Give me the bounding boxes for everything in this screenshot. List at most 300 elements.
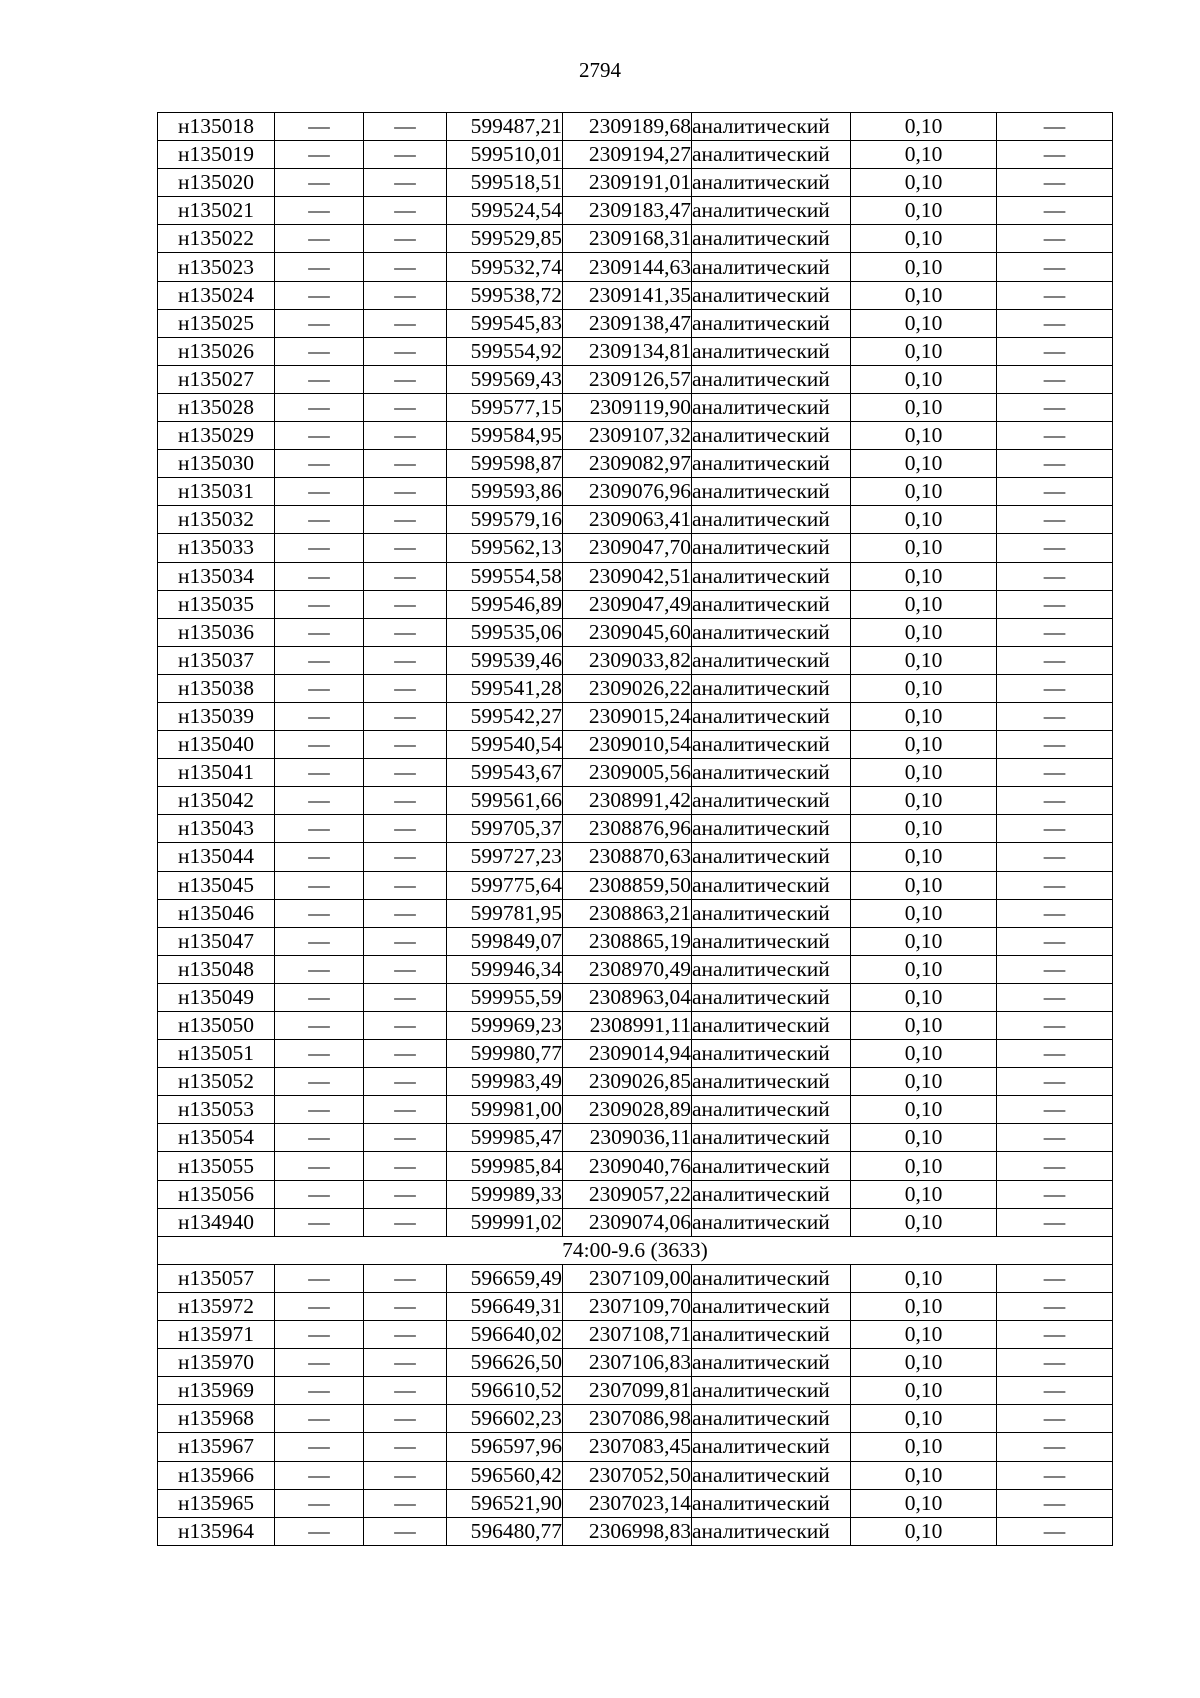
table-row <box>158 674 1113 702</box>
method-cell: аналитический <box>692 1292 851 1320</box>
description-cell: — <box>997 478 1113 506</box>
table-row <box>158 1405 1113 1433</box>
previous-coordinate-y-cell: — <box>364 1377 447 1405</box>
point-id-cell: н135040 <box>158 731 275 759</box>
coordinate-y-cell: 2309028,89 <box>563 1096 692 1124</box>
accuracy-cell: 0,10 <box>851 674 997 702</box>
method-cell: аналитический <box>692 1152 851 1180</box>
coordinate-x-cell: 596560,42 <box>447 1461 563 1489</box>
method-cell: аналитический <box>692 1405 851 1433</box>
previous-coordinate-x-cell: — <box>275 534 364 562</box>
previous-coordinate-y-cell: — <box>364 1152 447 1180</box>
previous-coordinate-y-cell: — <box>364 478 447 506</box>
accuracy-cell: 0,10 <box>851 1461 997 1489</box>
previous-coordinate-x-cell: — <box>275 1292 364 1320</box>
coordinate-x-cell: 599579,16 <box>447 506 563 534</box>
accuracy-cell: 0,10 <box>851 478 997 506</box>
coordinate-y-cell: 2309082,97 <box>563 450 692 478</box>
previous-coordinate-x-cell: — <box>275 702 364 730</box>
description-cell: — <box>997 225 1113 253</box>
accuracy-cell: 0,10 <box>851 702 997 730</box>
previous-coordinate-y-cell: — <box>364 927 447 955</box>
point-id-cell: н134940 <box>158 1208 275 1236</box>
coordinate-x-cell: 599705,37 <box>447 815 563 843</box>
table-row <box>158 702 1113 730</box>
coordinate-x-cell: 599849,07 <box>447 927 563 955</box>
accuracy-cell: 0,10 <box>851 815 997 843</box>
previous-coordinate-x-cell: — <box>275 365 364 393</box>
accuracy-cell: 0,10 <box>851 309 997 337</box>
description-cell: — <box>997 983 1113 1011</box>
coordinate-y-cell: 2309194,27 <box>563 141 692 169</box>
description-cell: — <box>997 1068 1113 1096</box>
coordinate-x-cell: 599554,92 <box>447 337 563 365</box>
description-cell: — <box>997 1321 1113 1349</box>
coordinate-y-cell: 2309015,24 <box>563 702 692 730</box>
point-id-cell: н135036 <box>158 618 275 646</box>
coordinate-x-cell: 599985,47 <box>447 1124 563 1152</box>
accuracy-cell: 0,10 <box>851 393 997 421</box>
description-cell: — <box>997 955 1113 983</box>
point-id-cell: н135027 <box>158 365 275 393</box>
point-id-cell: н135966 <box>158 1461 275 1489</box>
description-cell: — <box>997 1433 1113 1461</box>
accuracy-cell: 0,10 <box>851 927 997 955</box>
coordinate-x-cell: 599542,27 <box>447 702 563 730</box>
accuracy-cell: 0,10 <box>851 871 997 899</box>
coordinate-y-cell: 2307099,81 <box>563 1377 692 1405</box>
coordinate-x-cell: 599510,01 <box>447 141 563 169</box>
table-row <box>158 450 1113 478</box>
coordinate-x-cell: 599980,77 <box>447 1040 563 1068</box>
accuracy-cell: 0,10 <box>851 1208 997 1236</box>
coordinate-x-cell: 599593,86 <box>447 478 563 506</box>
method-cell: аналитический <box>692 955 851 983</box>
description-cell: — <box>997 422 1113 450</box>
table-row <box>158 618 1113 646</box>
accuracy-cell: 0,10 <box>851 1321 997 1349</box>
coordinate-y-cell: 2306998,83 <box>563 1517 692 1545</box>
coordinate-x-cell: 599727,23 <box>447 843 563 871</box>
table-row <box>158 843 1113 871</box>
table-row <box>158 983 1113 1011</box>
accuracy-cell: 0,10 <box>851 169 997 197</box>
accuracy-cell: 0,10 <box>851 253 997 281</box>
table-row <box>158 1124 1113 1152</box>
previous-coordinate-y-cell: — <box>364 759 447 787</box>
previous-coordinate-y-cell: — <box>364 1461 447 1489</box>
coordinates-table-body <box>158 113 1113 1546</box>
previous-coordinate-y-cell: — <box>364 1124 447 1152</box>
method-cell: аналитический <box>692 843 851 871</box>
description-cell: — <box>997 815 1113 843</box>
method-cell: аналитический <box>692 646 851 674</box>
coordinate-y-cell: 2309045,60 <box>563 618 692 646</box>
table-row <box>158 646 1113 674</box>
point-id-cell: н135043 <box>158 815 275 843</box>
previous-coordinate-y-cell: — <box>364 450 447 478</box>
accuracy-cell: 0,10 <box>851 1012 997 1040</box>
accuracy-cell: 0,10 <box>851 590 997 618</box>
method-cell: аналитический <box>692 478 851 506</box>
accuracy-cell: 0,10 <box>851 1405 997 1433</box>
coordinate-y-cell: 2307023,14 <box>563 1489 692 1517</box>
description-cell: — <box>997 646 1113 674</box>
method-cell: аналитический <box>692 1068 851 1096</box>
point-id-cell: н135019 <box>158 141 275 169</box>
table-row <box>158 899 1113 927</box>
method-cell: аналитический <box>692 197 851 225</box>
method-cell: аналитический <box>692 899 851 927</box>
description-cell: — <box>997 450 1113 478</box>
description-cell: — <box>997 506 1113 534</box>
method-cell: аналитический <box>692 702 851 730</box>
method-cell: аналитический <box>692 674 851 702</box>
previous-coordinate-x-cell: — <box>275 197 364 225</box>
description-cell: — <box>997 534 1113 562</box>
table-row <box>158 253 1113 281</box>
previous-coordinate-x-cell: — <box>275 1489 364 1517</box>
point-id-cell: н135968 <box>158 1405 275 1433</box>
coordinate-x-cell: 596602,23 <box>447 1405 563 1433</box>
coordinate-x-cell: 599781,95 <box>447 899 563 927</box>
point-id-cell: н135046 <box>158 899 275 927</box>
description-cell: — <box>997 787 1113 815</box>
description-cell: — <box>997 197 1113 225</box>
table-row <box>158 393 1113 421</box>
point-id-cell: н135049 <box>158 983 275 1011</box>
description-cell: — <box>997 169 1113 197</box>
coordinate-x-cell: 599991,02 <box>447 1208 563 1236</box>
coordinate-x-cell: 596649,31 <box>447 1292 563 1320</box>
point-id-cell: н135056 <box>158 1180 275 1208</box>
point-id-cell: н135034 <box>158 562 275 590</box>
previous-coordinate-y-cell: — <box>364 253 447 281</box>
previous-coordinate-y-cell: — <box>364 983 447 1011</box>
coordinate-y-cell: 2309026,22 <box>563 674 692 702</box>
coordinate-x-cell: 599541,28 <box>447 674 563 702</box>
coordinate-y-cell: 2307086,98 <box>563 1405 692 1433</box>
description-cell: — <box>997 1040 1113 1068</box>
previous-coordinate-y-cell: — <box>364 1040 447 1068</box>
previous-coordinate-y-cell: — <box>364 618 447 646</box>
coordinate-y-cell: 2308991,42 <box>563 787 692 815</box>
description-cell: — <box>997 1292 1113 1320</box>
previous-coordinate-x-cell: — <box>275 113 364 141</box>
coordinate-y-cell: 2309063,41 <box>563 506 692 534</box>
accuracy-cell: 0,10 <box>851 1040 997 1068</box>
coordinate-x-cell: 599561,66 <box>447 787 563 815</box>
method-cell: аналитический <box>692 1124 851 1152</box>
table-row <box>158 309 1113 337</box>
previous-coordinate-x-cell: — <box>275 225 364 253</box>
coordinate-x-cell: 599546,89 <box>447 590 563 618</box>
table-row <box>158 1349 1113 1377</box>
coordinate-y-cell: 2309040,76 <box>563 1152 692 1180</box>
method-cell: аналитический <box>692 1264 851 1292</box>
point-id-cell: н135022 <box>158 225 275 253</box>
accuracy-cell: 0,10 <box>851 1349 997 1377</box>
coordinate-x-cell: 596597,96 <box>447 1433 563 1461</box>
method-cell: аналитический <box>692 309 851 337</box>
method-cell: аналитический <box>692 393 851 421</box>
coordinate-y-cell: 2309189,68 <box>563 113 692 141</box>
description-cell: — <box>997 1264 1113 1292</box>
description-cell: — <box>997 1461 1113 1489</box>
coordinate-y-cell: 2309183,47 <box>563 197 692 225</box>
previous-coordinate-x-cell: — <box>275 1517 364 1545</box>
table-row <box>158 365 1113 393</box>
method-cell: аналитический <box>692 225 851 253</box>
coordinate-x-cell: 596610,52 <box>447 1377 563 1405</box>
coordinate-y-cell: 2309047,49 <box>563 590 692 618</box>
previous-coordinate-x-cell: — <box>275 590 364 618</box>
method-cell: аналитический <box>692 1433 851 1461</box>
table-row <box>158 815 1113 843</box>
previous-coordinate-x-cell: — <box>275 1405 364 1433</box>
table-row <box>158 1012 1113 1040</box>
description-cell: — <box>997 281 1113 309</box>
previous-coordinate-x-cell: — <box>275 1349 364 1377</box>
method-cell: аналитический <box>692 618 851 646</box>
previous-coordinate-x-cell: — <box>275 955 364 983</box>
table-row <box>158 1377 1113 1405</box>
point-id-cell: н135039 <box>158 702 275 730</box>
previous-coordinate-y-cell: — <box>364 365 447 393</box>
point-id-cell: н135045 <box>158 871 275 899</box>
previous-coordinate-y-cell: — <box>364 646 447 674</box>
method-cell: аналитический <box>692 1461 851 1489</box>
previous-coordinate-y-cell: — <box>364 1068 447 1096</box>
coordinate-y-cell: 2309141,35 <box>563 281 692 309</box>
coordinate-x-cell: 596659,49 <box>447 1264 563 1292</box>
previous-coordinate-y-cell: — <box>364 1489 447 1517</box>
method-cell: аналитический <box>692 759 851 787</box>
table-row <box>158 534 1113 562</box>
previous-coordinate-y-cell: — <box>364 169 447 197</box>
previous-coordinate-y-cell: — <box>364 225 447 253</box>
description-cell: — <box>997 674 1113 702</box>
section-title: 74:00-9.6 (3633) <box>158 1236 1113 1264</box>
previous-coordinate-x-cell: — <box>275 759 364 787</box>
description-cell: — <box>997 1517 1113 1545</box>
table-row <box>158 1180 1113 1208</box>
method-cell: аналитический <box>692 871 851 899</box>
coordinate-y-cell: 2309126,57 <box>563 365 692 393</box>
point-id-cell: н135970 <box>158 1349 275 1377</box>
description-cell: — <box>997 843 1113 871</box>
previous-coordinate-x-cell: — <box>275 169 364 197</box>
previous-coordinate-y-cell: — <box>364 393 447 421</box>
description-cell: — <box>997 337 1113 365</box>
coordinate-x-cell: 599985,84 <box>447 1152 563 1180</box>
table-row <box>158 225 1113 253</box>
coordinate-y-cell: 2309010,54 <box>563 731 692 759</box>
coordinate-y-cell: 2307108,71 <box>563 1321 692 1349</box>
coordinate-x-cell: 599539,46 <box>447 646 563 674</box>
coordinate-y-cell: 2308863,21 <box>563 899 692 927</box>
point-id-cell: н135042 <box>158 787 275 815</box>
accuracy-cell: 0,10 <box>851 618 997 646</box>
method-cell: аналитический <box>692 506 851 534</box>
previous-coordinate-x-cell: — <box>275 1124 364 1152</box>
previous-coordinate-x-cell: — <box>275 1264 364 1292</box>
description-cell: — <box>997 1152 1113 1180</box>
previous-coordinate-x-cell: — <box>275 899 364 927</box>
previous-coordinate-y-cell: — <box>364 815 447 843</box>
previous-coordinate-y-cell: — <box>364 422 447 450</box>
previous-coordinate-x-cell: — <box>275 927 364 955</box>
method-cell: аналитический <box>692 1321 851 1349</box>
previous-coordinate-y-cell: — <box>364 787 447 815</box>
accuracy-cell: 0,10 <box>851 1264 997 1292</box>
coordinate-x-cell: 596626,50 <box>447 1349 563 1377</box>
section-header-row <box>158 1236 1113 1264</box>
previous-coordinate-y-cell: — <box>364 871 447 899</box>
table-row <box>158 871 1113 899</box>
coordinate-x-cell: 599535,06 <box>447 618 563 646</box>
table-row <box>158 590 1113 618</box>
method-cell: аналитический <box>692 983 851 1011</box>
table-row <box>158 927 1113 955</box>
point-id-cell: н135030 <box>158 450 275 478</box>
description-cell: — <box>997 1012 1113 1040</box>
previous-coordinate-x-cell: — <box>275 1461 364 1489</box>
description-cell: — <box>997 1489 1113 1517</box>
coordinate-x-cell: 599983,49 <box>447 1068 563 1096</box>
accuracy-cell: 0,10 <box>851 1152 997 1180</box>
previous-coordinate-y-cell: — <box>364 1433 447 1461</box>
point-id-cell: н135050 <box>158 1012 275 1040</box>
table-row <box>158 1517 1113 1545</box>
previous-coordinate-x-cell: — <box>275 337 364 365</box>
coordinates-table <box>157 112 1113 1546</box>
description-cell: — <box>997 702 1113 730</box>
table-row <box>158 478 1113 506</box>
point-id-cell: н135047 <box>158 927 275 955</box>
page-number: 2794 <box>579 58 621 82</box>
table-row <box>158 422 1113 450</box>
point-id-cell: н135965 <box>158 1489 275 1517</box>
previous-coordinate-y-cell: — <box>364 590 447 618</box>
previous-coordinate-y-cell: — <box>364 197 447 225</box>
method-cell: аналитический <box>692 141 851 169</box>
description-cell: — <box>997 1377 1113 1405</box>
table-row <box>158 1040 1113 1068</box>
previous-coordinate-x-cell: — <box>275 478 364 506</box>
coordinate-x-cell: 599524,54 <box>447 197 563 225</box>
coordinate-y-cell: 2309014,94 <box>563 1040 692 1068</box>
coordinate-y-cell: 2309107,32 <box>563 422 692 450</box>
previous-coordinate-x-cell: — <box>275 1096 364 1124</box>
previous-coordinate-y-cell: — <box>364 1180 447 1208</box>
previous-coordinate-x-cell: — <box>275 422 364 450</box>
previous-coordinate-y-cell: — <box>364 955 447 983</box>
coordinate-x-cell: 599540,54 <box>447 731 563 759</box>
coordinate-y-cell: 2309134,81 <box>563 337 692 365</box>
coordinate-y-cell: 2307109,70 <box>563 1292 692 1320</box>
previous-coordinate-x-cell: — <box>275 1180 364 1208</box>
point-id-cell: н135020 <box>158 169 275 197</box>
description-cell: — <box>997 759 1113 787</box>
previous-coordinate-x-cell: — <box>275 309 364 337</box>
description-cell: — <box>997 590 1113 618</box>
coordinate-x-cell: 599989,33 <box>447 1180 563 1208</box>
description-cell: — <box>997 731 1113 759</box>
previous-coordinate-y-cell: — <box>364 1292 447 1320</box>
coordinate-x-cell: 599518,51 <box>447 169 563 197</box>
previous-coordinate-y-cell: — <box>364 899 447 927</box>
method-cell: аналитический <box>692 1208 851 1236</box>
previous-coordinate-y-cell: — <box>364 1321 447 1349</box>
point-id-cell: н135025 <box>158 309 275 337</box>
coordinate-y-cell: 2307106,83 <box>563 1349 692 1377</box>
previous-coordinate-x-cell: — <box>275 674 364 702</box>
previous-coordinate-x-cell: — <box>275 731 364 759</box>
description-cell: — <box>997 562 1113 590</box>
previous-coordinate-y-cell: — <box>364 1208 447 1236</box>
previous-coordinate-y-cell: — <box>364 281 447 309</box>
coordinate-y-cell: 2309138,47 <box>563 309 692 337</box>
coordinate-y-cell: 2309026,85 <box>563 1068 692 1096</box>
previous-coordinate-x-cell: — <box>275 1068 364 1096</box>
table-row <box>158 1068 1113 1096</box>
coordinate-y-cell: 2308865,19 <box>563 927 692 955</box>
table-row <box>158 281 1113 309</box>
previous-coordinate-x-cell: — <box>275 253 364 281</box>
table-row <box>158 562 1113 590</box>
table-row <box>158 1461 1113 1489</box>
accuracy-cell: 0,10 <box>851 759 997 787</box>
previous-coordinate-y-cell: — <box>364 1096 447 1124</box>
description-cell: — <box>997 393 1113 421</box>
point-id-cell: н135041 <box>158 759 275 787</box>
previous-coordinate-x-cell: — <box>275 1321 364 1349</box>
previous-coordinate-y-cell: — <box>364 1012 447 1040</box>
description-cell: — <box>997 1208 1113 1236</box>
accuracy-cell: 0,10 <box>851 843 997 871</box>
coordinate-y-cell: 2309119,90 <box>563 393 692 421</box>
table-row <box>158 1152 1113 1180</box>
accuracy-cell: 0,10 <box>851 113 997 141</box>
point-id-cell: н135052 <box>158 1068 275 1096</box>
table-row <box>158 337 1113 365</box>
table-row <box>158 1489 1113 1517</box>
accuracy-cell: 0,10 <box>851 955 997 983</box>
previous-coordinate-x-cell: — <box>275 1040 364 1068</box>
table-row <box>158 197 1113 225</box>
previous-coordinate-y-cell: — <box>364 731 447 759</box>
coordinate-x-cell: 599584,95 <box>447 422 563 450</box>
method-cell: аналитический <box>692 169 851 197</box>
accuracy-cell: 0,10 <box>851 225 997 253</box>
coordinate-y-cell: 2308963,04 <box>563 983 692 1011</box>
previous-coordinate-x-cell: — <box>275 618 364 646</box>
table-row <box>158 141 1113 169</box>
accuracy-cell: 0,10 <box>851 787 997 815</box>
coordinate-y-cell: 2307109,00 <box>563 1264 692 1292</box>
coordinate-x-cell: 599577,15 <box>447 393 563 421</box>
previous-coordinate-x-cell: — <box>275 787 364 815</box>
previous-coordinate-y-cell: — <box>364 113 447 141</box>
description-cell: — <box>997 618 1113 646</box>
coordinate-y-cell: 2309042,51 <box>563 562 692 590</box>
point-id-cell: н135972 <box>158 1292 275 1320</box>
previous-coordinate-y-cell: — <box>364 1264 447 1292</box>
coordinate-x-cell: 599562,13 <box>447 534 563 562</box>
table-row <box>158 787 1113 815</box>
previous-coordinate-y-cell: — <box>364 843 447 871</box>
